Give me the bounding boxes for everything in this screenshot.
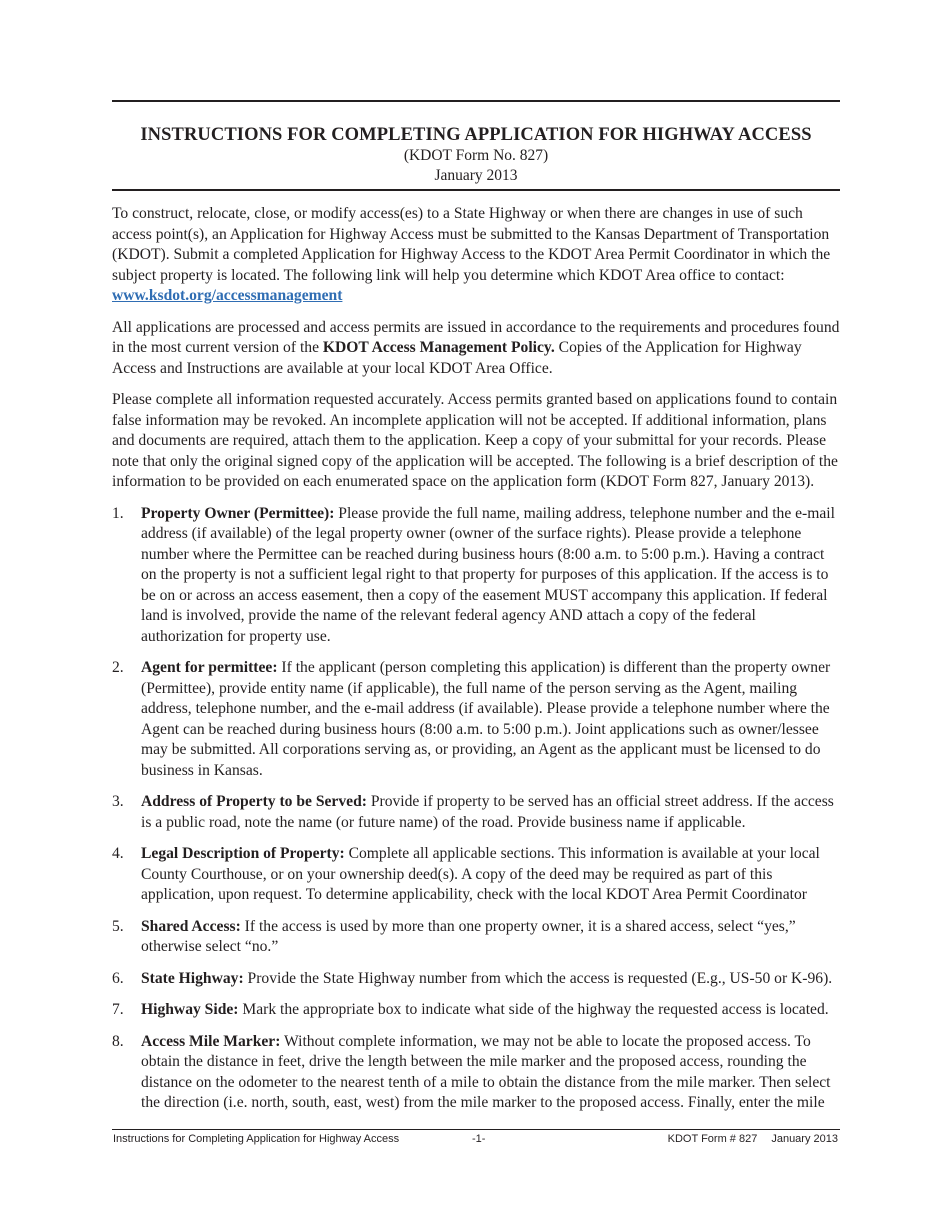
item-text: Without complete information, we may not be able to locate the proposed access. To obtain the distance in feet, drive the length between the mile marker and the proposed access, rounding the distance on the odometer to the nearest tenth of a mile to obtain the distance from the mile marker. Then select the direction (i.e. north, south, east, west) from the mile marker to the proposed access. Finally, enter the mile bbox=[141, 1032, 831, 1111]
item-label: Legal Description of Property: bbox=[141, 845, 345, 862]
item-text: Provide the State Highway number from which the access is requested (E.g., US-50 or K-96). bbox=[243, 969, 833, 987]
item-number: 7. bbox=[112, 1001, 124, 1018]
page-number: -1- bbox=[472, 1133, 486, 1145]
item-text: If the access is used by more than one property owner, it is a shared access, select “yes,” otherwise select “no.” bbox=[141, 917, 796, 955]
footer-form-date: January 2013 bbox=[771, 1133, 838, 1145]
item-number: 1. bbox=[112, 504, 124, 522]
intro-paragraph-1-text: To construct, relocate, close, or modify access(es) to a State Highway or when there are changes in use of such access point(s), an Application for Highway Access must be submitted to the Kansas Department of Transportation (KDOT). Submit a completed Application for Highway Access to the KDOT Area Permit Coordinator in which the subject property is located. The following link will help you determine which KDOT Area office to contact: bbox=[112, 205, 831, 284]
item-text: If the applicant (person completing this application) is different than the property owner (Permittee), provide entity name (if applicable), the full name of the person serving as the Agent, mailing address, telephone number, and the e-mail address (if available). Please provide a telephone number where the Agent can be reached during business hours (8:00 a.m. to 5:00 p.m.). Joint applications such as owner/lessee may be submitted. All corporations serving as, or providing, an Agent as the applicant must be licensed to do business in Kansas. bbox=[141, 659, 831, 779]
form-date: January 2013 bbox=[434, 167, 518, 184]
list-item bbox=[112, 844, 840, 906]
document-body bbox=[112, 204, 840, 1125]
item-number: 2. bbox=[112, 659, 124, 676]
item-number: 6. bbox=[112, 969, 124, 987]
footer-form-number: KDOT Form # 827 bbox=[667, 1133, 758, 1145]
intro-paragraph-3: Please complete all information requested accurately. Access permits granted based on applications found to contain false information may be revoked. An incomplete application will not be accepted. If additional information, plans and documents are required, attach them to the application. Keep a copy of your submittal for your records. Please note that only the original signed copy of the application will be accepted. The following is a brief description of the information to be provided on each enumerated space on the application form (KDOT Form 827, January 2013). bbox=[112, 391, 838, 490]
document-header bbox=[112, 124, 840, 186]
list-item bbox=[112, 1032, 840, 1114]
item-label: State Highway: bbox=[141, 969, 244, 987]
intro-paragraph-2-after: Copies of the Application for Highway Access and Instructions are available at your local KDOT Area Office. bbox=[112, 339, 802, 377]
footer-form-info bbox=[668, 1132, 838, 1146]
item-text: Mark the appropriate box to indicate what side of the highway the requested access is located. bbox=[238, 1001, 829, 1018]
item-number: 4. bbox=[112, 845, 124, 862]
item-text: Please provide the full name, mailing address, telephone number and the e-mail address (if available) of the legal property owner (owner of the surface rights). Please provide a telephone number where the Permittee can be reached during business hours (8:00 a.m. to 5:00 p.m.). Having a contract on the property is not a sufficient legal right to that property for purposes of this application. If the access is to be on or across an access easement, then a copy of the easement MUST accompany this application. If federal land is involved, provide the name of the relevant federal agency AND attach a copy of the federal authorization for property use. bbox=[141, 504, 835, 645]
access-management-link[interactable]: www.ksdot.org/accessmanagement bbox=[112, 287, 343, 304]
item-number: 5. bbox=[112, 917, 124, 935]
item-text: Complete all applicable sections. This information is available at your local County Courthouse, or on your ownership deed(s). A copy of the deed may be required as part of this application, upon request. To determine applicability, check with the local KDOT Area Permit Coordinator bbox=[141, 845, 820, 903]
item-text: Provide if property to be served has an official street address. If the access is a public road, note the name (or future name) of the road. Provide business name if applicable. bbox=[141, 793, 834, 831]
footer-document-title: Instructions for Completing Application for Highway Access bbox=[113, 1133, 400, 1145]
item-label: Address of Property to be Served: bbox=[141, 793, 367, 810]
list-item bbox=[112, 658, 840, 781]
list-item bbox=[112, 1000, 840, 1021]
item-number: 3. bbox=[112, 793, 124, 810]
header-rule bbox=[112, 189, 840, 191]
document-title: INSTRUCTIONS FOR COMPLETING APPLICATION FOR HIGHWAY ACCESS bbox=[140, 125, 812, 145]
item-label: Shared Access: bbox=[141, 917, 241, 935]
list-item bbox=[112, 917, 840, 958]
item-label: Highway Side: bbox=[141, 1001, 239, 1018]
item-label: Access Mile Marker: bbox=[141, 1032, 281, 1050]
top-rule bbox=[112, 100, 840, 102]
list-item bbox=[112, 969, 840, 990]
form-number: (KDOT Form No. 827) bbox=[403, 147, 549, 164]
item-label: Agent for permittee: bbox=[141, 659, 278, 676]
list-item bbox=[112, 792, 840, 833]
item-number: 8. bbox=[112, 1032, 124, 1050]
intro-paragraph-2 bbox=[112, 318, 840, 380]
intro-paragraph-2-before: All applications are processed and access permits are issued in accordance to the requirements and procedures found in the most current version of the bbox=[112, 318, 840, 356]
footer-rule bbox=[112, 1129, 840, 1130]
list-item bbox=[112, 504, 840, 648]
policy-name: KDOT Access Management Policy. bbox=[322, 339, 555, 356]
item-label: Property Owner (Permittee): bbox=[141, 504, 335, 522]
intro-paragraph-1 bbox=[112, 204, 840, 307]
instruction-list bbox=[112, 504, 840, 1114]
